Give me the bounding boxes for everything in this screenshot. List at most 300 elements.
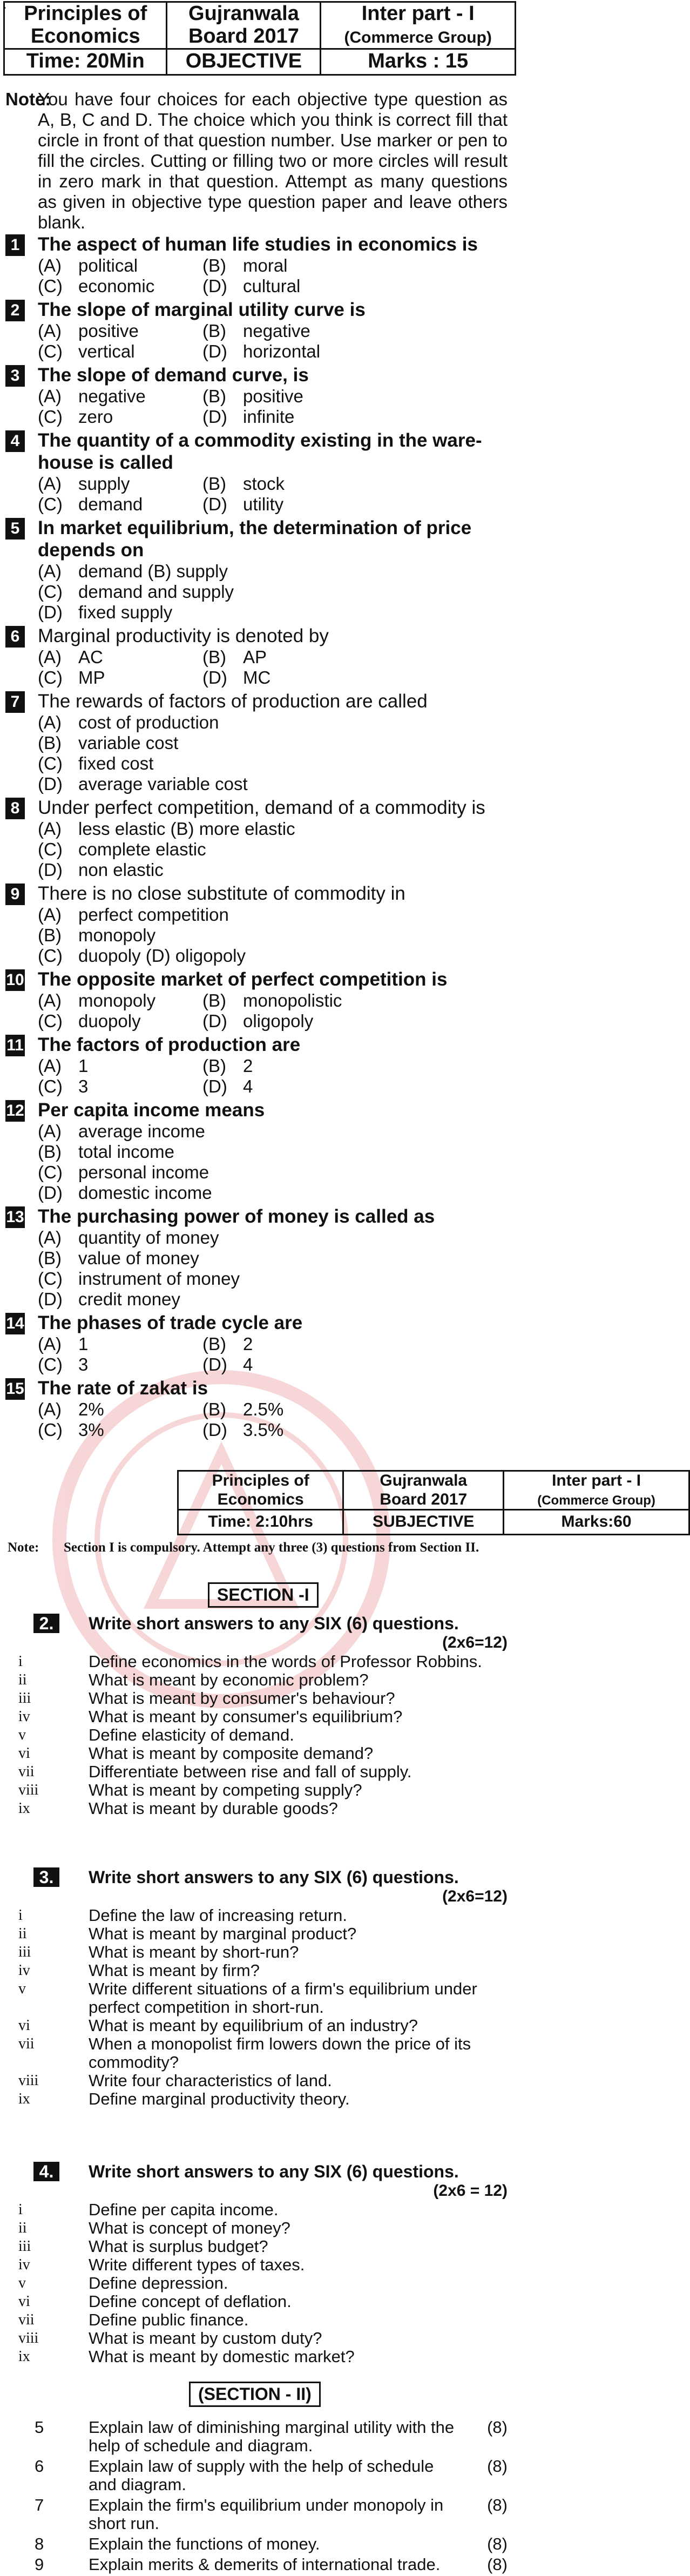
long-question-number: 9 <box>35 2555 44 2574</box>
short-question-part <box>8 1906 508 1925</box>
mcq-question: The factors of production are <box>38 1034 301 1055</box>
option-text: negative <box>78 386 146 406</box>
option-text: quantity of money <box>78 1228 219 1247</box>
paper-type-cell: SUBJECTIVE <box>343 1510 504 1535</box>
time-cell: Time: 20Min <box>4 49 167 75</box>
option-text: 1 <box>78 1056 89 1076</box>
short-question-header <box>8 1614 508 1653</box>
mcq-options <box>38 647 508 688</box>
long-question-number: 7 <box>35 2496 44 2514</box>
class-line2: (Commerce Group) <box>537 1493 655 1508</box>
mcq-number: 5 <box>5 518 25 540</box>
option-letter: (B) <box>202 255 226 275</box>
board-line2: Board 2017 <box>188 24 299 48</box>
option-letter: (B) <box>202 990 226 1010</box>
option-letter: (D) <box>38 1289 63 1309</box>
option-text: average variable cost <box>78 774 248 794</box>
part-numeral: iii <box>18 2238 31 2255</box>
part-text: What is surplus budget? <box>89 2237 268 2256</box>
short-question-part <box>8 1925 508 1943</box>
mcq-number: 3 <box>5 365 25 387</box>
part-text: What is meant by equilibrium of an industry? <box>89 2016 418 2035</box>
option-letter: (C) <box>38 341 63 361</box>
mcq-options <box>38 1228 508 1310</box>
subject-line1: Principles of <box>212 1472 309 1489</box>
mcq-question: Per capita income means <box>38 1100 265 1121</box>
section-2-title: (SECTION - II) <box>189 2382 321 2407</box>
mcq-item <box>5 1312 508 1375</box>
mcq-question: The phases of trade cycle are <box>38 1312 303 1333</box>
short-question-part <box>8 1980 508 2017</box>
part-numeral: vii <box>18 2311 35 2328</box>
option-text: duopoly (D) oligopoly <box>78 946 246 966</box>
part-numeral: ii <box>18 1671 27 1688</box>
short-question-part <box>8 2292 508 2311</box>
option-letter: (A) <box>38 1399 62 1419</box>
option-letter: (C) <box>38 1354 63 1374</box>
part-text: What is meant by consumer's equilibrium? <box>89 1707 403 1726</box>
mcq-options <box>38 1334 508 1375</box>
question-marks: (2x6 = 12) <box>433 2182 508 2200</box>
option-text: supply <box>78 474 130 494</box>
option-text: political <box>78 255 138 275</box>
subject-line2: Economics <box>217 1490 304 1508</box>
mcq-item <box>5 690 508 794</box>
option-text: 2 <box>243 1056 253 1076</box>
part-numeral: iv <box>18 2256 30 2273</box>
board-line1: Gujranwala <box>188 2 299 25</box>
option-letter: (B) <box>202 474 226 494</box>
short-question-part <box>8 2201 508 2219</box>
part-numeral: i <box>18 2201 23 2218</box>
short-question-part <box>8 1653 508 1671</box>
option-text: economic <box>78 276 155 296</box>
option-text: demand and supply <box>78 582 234 602</box>
part-numeral: ix <box>18 2091 30 2107</box>
option-letter: (B) <box>38 733 62 753</box>
option-text: less elastic (B) more elastic <box>78 819 295 839</box>
objective-note <box>5 89 508 233</box>
part-numeral: ii <box>18 1925 27 1942</box>
option-text: 4 <box>243 1354 253 1374</box>
mcq-question: The purchasing power of money is called as <box>38 1206 435 1227</box>
option-letter: (A) <box>38 1228 62 1247</box>
part-text: Write different situations of a firm's equilibrium under perfect competition in short-run. <box>89 1979 477 2017</box>
mcq-number: 11 <box>5 1035 25 1056</box>
mcq-question: The slope of demand curve, is <box>38 365 309 386</box>
option-text: infinite <box>243 407 295 427</box>
option-letter: (C) <box>38 1269 63 1289</box>
subject-line1: Principles of <box>24 2 147 25</box>
board-line1: Gujranwala <box>380 1472 468 1489</box>
option-text: zero <box>78 407 113 427</box>
mcq-number: 7 <box>5 691 25 713</box>
long-question-text: Explain the functions of money. <box>89 2534 320 2553</box>
option-text: vertical <box>78 341 135 361</box>
option-letter: (D) <box>38 1183 63 1203</box>
option-text: 2 <box>243 1334 253 1354</box>
mcq-number: 9 <box>5 884 25 905</box>
short-question-part <box>8 2274 508 2292</box>
mcq-number: 6 <box>5 626 25 648</box>
short-question-4 <box>8 2162 508 2366</box>
option-text: 3 <box>78 1076 89 1096</box>
mcq-options <box>38 819 508 880</box>
mcq-options <box>38 386 508 427</box>
option-letter: (C) <box>38 1420 63 1440</box>
option-letter: (D) <box>202 1011 227 1031</box>
long-question-number: 6 <box>35 2457 44 2476</box>
long-question-text: Explain the firm's equilibrium under monopoly in short run. <box>89 2496 444 2533</box>
option-text: 3 <box>78 1354 89 1374</box>
mcq-options <box>38 990 508 1031</box>
option-letter: (A) <box>38 647 62 667</box>
option-letter: (A) <box>38 819 62 839</box>
question-title: Write short answers to any SIX (6) questions. <box>89 1867 459 1887</box>
mcq-item <box>5 625 508 688</box>
mcq-question: The rewards of factors of production are called <box>38 691 428 712</box>
option-letter: (D) <box>202 1076 227 1096</box>
part-numeral: vii <box>18 1763 35 1780</box>
short-question-part <box>8 2090 508 2108</box>
mcq-number: 15 <box>5 1378 25 1400</box>
part-text: Define economics in the words of Professor Robbins. <box>89 1652 482 1671</box>
option-letter: (A) <box>38 1334 62 1354</box>
long-question <box>8 2457 508 2494</box>
option-letter: (D) <box>38 774 63 794</box>
subject-cell <box>4 2 167 49</box>
mcq-options <box>38 561 508 623</box>
option-letter: (A) <box>38 321 62 341</box>
option-letter: (C) <box>38 582 63 602</box>
mcq-question: Under perfect competition, demand of a commodity is <box>38 797 485 818</box>
short-question-2 <box>8 1614 508 1818</box>
option-text: MP <box>78 667 105 687</box>
option-text: total income <box>78 1142 174 1162</box>
short-question-items <box>8 2201 508 2366</box>
part-numeral: ix <box>18 1800 30 1817</box>
option-text: fixed cost <box>78 753 154 773</box>
long-question-marks: (8) <box>487 2457 508 2476</box>
option-text: demand (B) supply <box>78 561 228 581</box>
mcq-question: In market equilibrium, the determination of price depends on <box>38 517 472 561</box>
option-text: demand <box>78 494 143 514</box>
mcq-options <box>38 1399 508 1440</box>
long-question-marks: (8) <box>487 2418 508 2437</box>
mcq-item <box>5 1205 508 1310</box>
class-cell <box>321 2 516 49</box>
option-letter: (C) <box>38 1011 63 1031</box>
mcq-options <box>38 1121 508 1203</box>
mcq-item <box>5 517 508 623</box>
part-text: What is meant by short-run? <box>89 1943 299 1961</box>
mcq-question: Marginal productivity is denoted by <box>38 625 329 646</box>
mcq-question: The slope of marginal utility curve is <box>38 299 366 320</box>
option-letter: (C) <box>38 946 63 966</box>
mcq-options <box>38 1056 508 1097</box>
board-line2: Board 2017 <box>380 1490 468 1508</box>
mcq-options <box>38 474 508 515</box>
option-text: AC <box>78 647 103 667</box>
option-text: personal income <box>78 1162 209 1182</box>
long-question <box>8 2555 508 2574</box>
mcq-number: 10 <box>5 969 25 991</box>
short-question-part <box>8 2072 508 2090</box>
part-numeral: ii <box>18 2220 27 2236</box>
option-letter: (A) <box>38 990 62 1010</box>
option-letter: (D) <box>38 860 63 880</box>
part-numeral: i <box>18 1907 23 1924</box>
part-text: What is meant by composite demand? <box>89 1744 374 1763</box>
part-text: Define the law of increasing return. <box>89 1906 348 1925</box>
question-number: 4. <box>33 2162 59 2181</box>
long-question-number: 8 <box>35 2534 44 2553</box>
option-text: utility <box>243 494 284 514</box>
option-text: variable cost <box>78 733 179 753</box>
objective-header <box>3 1 516 76</box>
option-letter: (D) <box>202 1420 227 1440</box>
mcq-item <box>5 233 508 296</box>
short-question-part <box>8 1671 508 1689</box>
option-text: negative <box>243 321 310 341</box>
option-text: 2% <box>78 1399 104 1419</box>
long-question <box>8 2496 508 2533</box>
board-cell <box>343 1471 504 1510</box>
short-question-part <box>8 2219 508 2237</box>
short-question-part <box>8 1708 508 1726</box>
part-text: Define elasticity of demand. <box>89 1725 294 1744</box>
option-text: cultural <box>243 276 301 296</box>
option-letter: (A) <box>38 255 62 275</box>
short-question-part <box>8 1689 508 1708</box>
option-letter: (D) <box>202 667 227 687</box>
question-title: Write short answers to any SIX (6) questions. <box>89 1614 459 1633</box>
class-line1: Inter part - I <box>361 2 475 25</box>
note-label: Note: <box>8 1540 39 1555</box>
part-text: What is meant by custom duty? <box>89 2329 322 2348</box>
option-text: positive <box>78 321 139 341</box>
option-letter: (A) <box>38 1056 62 1076</box>
long-question-list <box>8 2418 508 2576</box>
part-numeral: vi <box>18 2017 30 2034</box>
option-text: domestic income <box>78 1183 212 1203</box>
mcq-question: The quantity of a commodity existing in the ware-house is called <box>38 430 482 473</box>
option-letter: (B) <box>202 321 226 341</box>
mcq-question: The rate of zakat is <box>38 1378 208 1399</box>
mcq-item <box>5 882 508 966</box>
marks-cell: Marks:60 <box>504 1510 689 1535</box>
part-numeral: iv <box>18 1962 30 1979</box>
short-question-part <box>8 1763 508 1781</box>
section-1-title: SECTION -I <box>208 1582 319 1608</box>
part-text: What is meant by economic problem? <box>89 1670 369 1689</box>
part-text: Define concept of deflation. <box>89 2292 292 2311</box>
part-text: Write four characteristics of land. <box>89 2071 332 2090</box>
option-letter: (C) <box>38 753 63 773</box>
option-letter: (D) <box>38 602 63 622</box>
mcq-question: There is no close substitute of commodity in <box>38 883 405 904</box>
part-numeral: iv <box>18 1708 30 1725</box>
mcq-number: 12 <box>5 1100 25 1122</box>
paper-type-cell: OBJECTIVE <box>167 49 321 75</box>
part-numeral: viii <box>18 2330 39 2346</box>
option-letter: (C) <box>38 494 63 514</box>
part-text: Differentiate between rise and fall of supply. <box>89 1762 412 1781</box>
question-marks: (2x6=12) <box>442 1634 508 1651</box>
mcq-question: The opposite market of perfect competition is <box>38 969 448 990</box>
short-question-part <box>8 2329 508 2348</box>
option-letter: (D) <box>202 341 227 361</box>
long-question <box>8 2418 508 2455</box>
long-question-number: 5 <box>35 2418 44 2437</box>
option-letter: (C) <box>38 1076 63 1096</box>
short-question-part <box>8 2035 508 2072</box>
option-letter: (C) <box>38 839 63 859</box>
time-cell: Time: 2:10hrs <box>178 1510 343 1535</box>
option-letter: (B) <box>202 1334 226 1354</box>
mcq-options <box>38 905 508 966</box>
part-numeral: iii <box>18 1944 31 1960</box>
subject-cell <box>178 1471 343 1510</box>
long-question-text: Explain law of supply with the help of schedule and diagram. <box>89 2457 434 2494</box>
part-numeral: v <box>18 2275 26 2291</box>
option-text: 3% <box>78 1420 104 1440</box>
option-letter: (C) <box>38 1162 63 1182</box>
part-numeral: iii <box>18 1690 31 1707</box>
option-letter: (B) <box>202 386 226 406</box>
short-question-part <box>8 2348 508 2366</box>
option-text: 3.5% <box>243 1420 284 1440</box>
mcq-item <box>5 299 508 362</box>
option-letter: (B) <box>38 1248 62 1268</box>
option-letter: (A) <box>38 561 62 581</box>
short-question-part <box>8 1744 508 1763</box>
note-label: Note: <box>5 89 51 109</box>
mcq-options <box>38 321 508 362</box>
option-letter: (C) <box>38 667 63 687</box>
part-numeral: vii <box>18 2035 35 2052</box>
mcq-options <box>38 255 508 296</box>
long-question-text: Explain merits & demerits of international trade. <box>89 2555 441 2574</box>
mcq-number: 1 <box>5 234 25 256</box>
subjective-header <box>177 1470 690 1535</box>
option-letter: (B) <box>202 1056 226 1076</box>
mcq-number: 14 <box>5 1313 25 1334</box>
short-question-part <box>8 2237 508 2256</box>
part-text: What is meant by marginal product? <box>89 1924 357 1943</box>
part-text: What is meant by competing supply? <box>89 1781 362 1799</box>
part-text: Write different types of taxes. <box>89 2255 305 2274</box>
option-letter: (B) <box>202 1399 226 1419</box>
part-text: When a monopolist firm lowers down the price of its commodity? <box>89 2034 471 2072</box>
short-question-header <box>8 1867 508 1906</box>
option-letter: (B) <box>38 1142 62 1162</box>
option-letter: (B) <box>38 925 62 945</box>
part-numeral: vi <box>18 2293 30 2310</box>
mcq-number: 2 <box>5 300 25 321</box>
mcq-number: 13 <box>5 1206 25 1228</box>
option-letter: (A) <box>38 1121 62 1141</box>
option-text: fixed supply <box>78 602 173 622</box>
mcq-number: 4 <box>5 430 25 452</box>
short-question-part <box>8 1799 508 1818</box>
part-text: Define marginal productivity theory. <box>89 2089 350 2108</box>
question-number: 3. <box>33 1867 59 1887</box>
option-letter: (C) <box>38 407 63 427</box>
long-question-marks: (8) <box>487 2555 508 2574</box>
class-line1: Inter part - I <box>552 1472 641 1489</box>
mcq-question: The aspect of human life studies in economics is <box>38 234 478 255</box>
option-text: average income <box>78 1121 205 1141</box>
option-letter: (D) <box>202 276 227 296</box>
option-letter: (D) <box>202 407 227 427</box>
short-question-part <box>8 1726 508 1744</box>
option-text: non elastic <box>78 860 164 880</box>
part-numeral: viii <box>18 1782 39 1798</box>
subjective-note <box>8 1539 508 1556</box>
marks-cell: Marks : 15 <box>321 49 516 75</box>
option-text: moral <box>243 255 288 275</box>
short-question-part <box>8 1961 508 1980</box>
question-number: 2. <box>33 1614 59 1633</box>
option-letter: (C) <box>38 276 63 296</box>
corner-mark-icon: • <box>3 3 6 12</box>
mcq-list <box>5 233 508 1442</box>
note-text: You have four choices for each objective type question as A, B, C and D. The choice which you think is correct fill that circle in front of that question number. Use marker or pen to fill the circles. Cutting or filling two or more circles will result in zero mark in that question. Attempt as many questions as given in objective type question paper and leave others blank. <box>38 89 508 232</box>
mcq-item <box>5 1377 508 1440</box>
option-text: monopoly <box>78 990 156 1010</box>
option-letter: (A) <box>38 474 62 494</box>
mcq-number: 8 <box>5 798 25 819</box>
subject-line2: Economics <box>30 24 140 48</box>
option-text: horizontal <box>243 341 321 361</box>
option-letter: (A) <box>38 712 62 732</box>
short-question-part <box>8 2311 508 2329</box>
class-cell <box>504 1471 689 1510</box>
option-letter: (B) <box>202 647 226 667</box>
long-question-marks: (8) <box>487 2496 508 2514</box>
question-title: Write short answers to any SIX (6) questions. <box>89 2162 459 2181</box>
part-text: What is concept of money? <box>89 2218 290 2237</box>
part-text: What is meant by consumer's behaviour? <box>89 1689 395 1708</box>
part-text: Define public finance. <box>89 2310 249 2329</box>
option-letter: (A) <box>38 905 62 925</box>
short-question-items <box>8 1906 508 2108</box>
long-question-text: Explain law of diminishing marginal utility with the help of schedule and diagram. <box>89 2418 455 2455</box>
short-question-part <box>8 1943 508 1961</box>
short-question-part <box>8 2017 508 2035</box>
option-text: complete elastic <box>78 839 206 859</box>
long-question <box>8 2535 508 2553</box>
option-text: cost of production <box>78 712 219 732</box>
option-text: credit money <box>78 1289 180 1309</box>
mcq-item <box>5 1099 508 1203</box>
mcq-item <box>5 797 508 880</box>
option-text: monopolistic <box>243 990 342 1010</box>
mcq-item <box>5 968 508 1031</box>
part-numeral: vi <box>18 1745 30 1762</box>
question-marks: (2x6=12) <box>442 1887 508 1905</box>
short-question-items <box>8 1653 508 1818</box>
option-text: instrument of money <box>78 1269 240 1289</box>
part-text: What is meant by durable goods? <box>89 1799 338 1818</box>
option-letter: (A) <box>38 386 62 406</box>
part-text: What is meant by domestic market? <box>89 2347 355 2366</box>
board-cell <box>167 2 321 49</box>
part-text: Define depression. <box>89 2274 228 2292</box>
option-text: 2.5% <box>243 1399 284 1419</box>
option-text: duopoly <box>78 1011 141 1031</box>
